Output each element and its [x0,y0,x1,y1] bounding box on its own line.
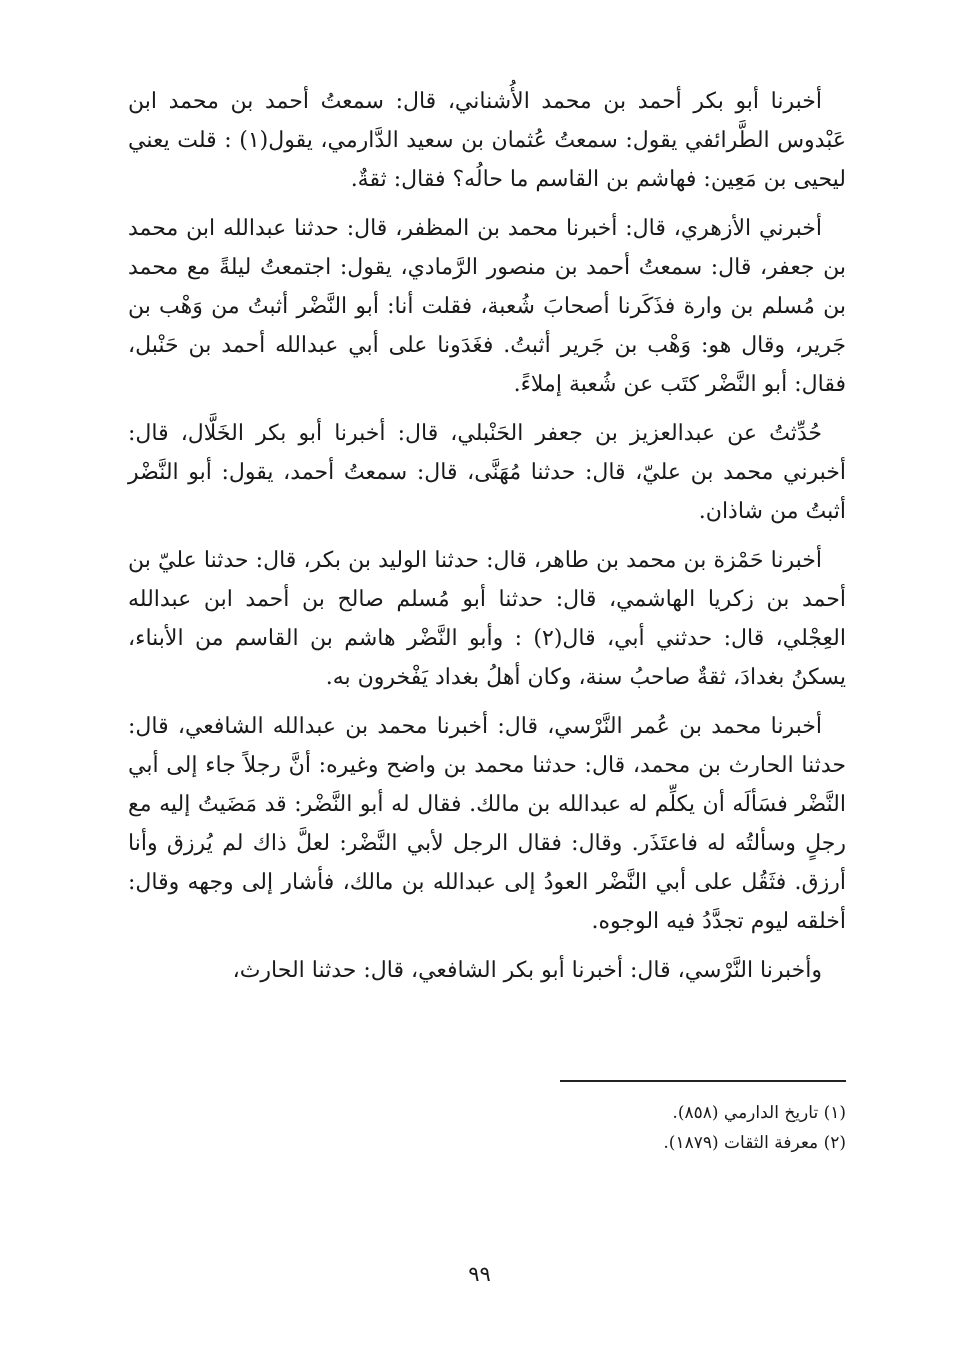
paragraph-6: وأخبرنا النَّرْسي، قال: أخبرنا أبو بكر الشافعي، قال: حدثنا الحارث، [232,958,822,983]
paragraph-4: أخبرنا حَمْزة بن محمد بن طاهر، قال: حدثنا الوليد بن بكر، قال: حدثنا عليّ بن أحمد بن زكريا الهاشمي، قال: حدثنا أبو مُسلم صالح بن أحمد ابن عبدالله العِجْلي، قال: حدثني أبي، قال(٢) : وأبو النَّضْر هاشم بن القاسم من الأبناء، يسكنُ بغدادَ، ثقةٌ صاحبُ سنة، وكان أهلُ بغداد يَفْخرون به. [128,548,846,690]
body-text [128,82,846,1000]
paragraph-3: حُدِّثتُ عن عبدالعزيز بن جعفر الحَنْبلي، قال: أخبرنا أبو بكر الخَلَّال، قال: أخبرني محمد بن عليّ، قال: حدثنا مُهَنَّى، قال: سمعتُ أحمد، يقول: أبو النَّضْر أثبتُ من شاذان. [128,421,846,524]
page-number: ٩٩ [468,1262,491,1286]
paragraph-5: أخبرنا محمد بن عُمر النَّرْسي، قال: أخبرنا محمد بن عبدالله الشافعي، قال: حدثنا الحارث بن محمد، قال: حدثنا محمد بن واضح وغيره: أنَّ رجلاً جاء إلى أبي النَّضْر فسَألَه أن يكلِّم له عبدالله بن مالك. فقال له أبو النَّضْر: قد مَضَيتُ إليه مع رجلٍ وسألتُه له فاعتَذَر. وقال: فقال الرجل لأبي النَّضْر: لعلَّ ذاك لم يُرزق وأنا أرزق. فثَقُل على أبي النَّضْر العودُ إلى عبدالله بن مالك، فأشار إلى وجهه وقال: أخلقه ليوم تجدَّدُ فيه الوجوه. [128,714,846,934]
paragraph-1: أخبرنا أبو بكر أحمد بن محمد الأُشناني، قال: سمعتُ أحمد بن محمد ابن عَبْدوس الطَّرائفي يقول: سمعتُ عُثمان بن سعيد الدَّارمي، يقول(١) : قلت يعني ليحيى بن مَعِين: فهاشم بن القاسم ما حالُه؟ فقال: ثقةٌ. [128,89,846,192]
paragraph-2: أخبرني الأزهري، قال: أخبرنا محمد بن المظفر، قال: حدثنا عبدالله ابن محمد بن جعفر، قال: سمعتُ أحمد بن منصور الرَّمادي، يقول: اجتمعتُ ليلةً مع محمد بن مُسلم بن وارة فذَكَرنا أصحابَ شُعبة، فقلت أنا: أبو النَّضْر أثبتُ من وَهْب بن جَرير، وقال هو: وَهْب بن جَرير أثبتُ. فغَدَونا على أبي عبدالله أحمد بن حَنْبل، فقال: أبو النَّضْر كتَب عن شُعبة إملاءً. [128,216,846,397]
footnote-1: (١) تاريخ الدارمي (٨٥٨). [672,1103,846,1123]
footnotes [128,1098,846,1158]
footnote-separator [560,1080,846,1082]
footnote-2: (٢) معرفة الثقات (١٨٧٩). [663,1133,846,1153]
